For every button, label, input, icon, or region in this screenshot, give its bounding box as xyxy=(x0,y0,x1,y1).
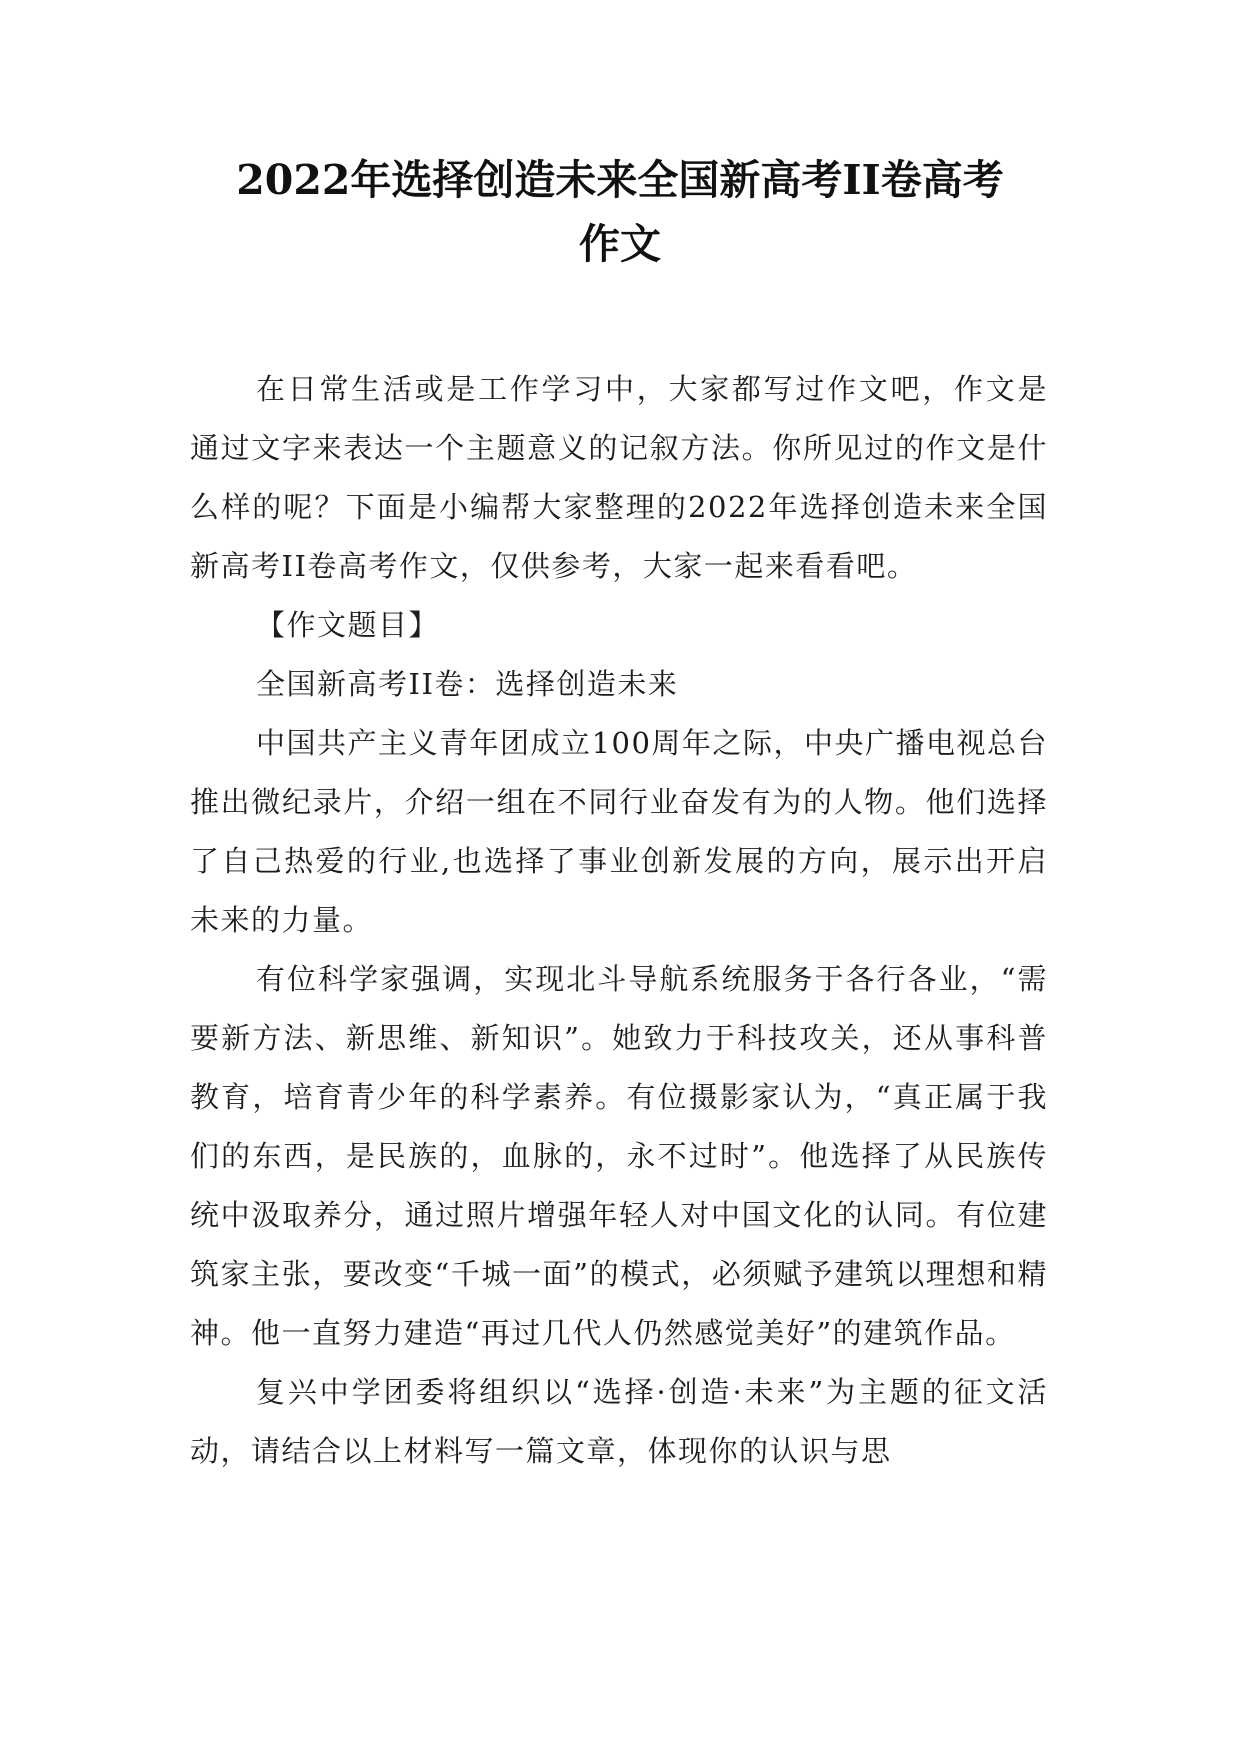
document-body xyxy=(190,360,1048,1481)
title-line-2: 作文 xyxy=(579,220,661,268)
material-paragraph-2: 有位科学家强调，实现北斗导航系统服务于各行各业，“需要新方法、新思维、新知识”。她致力于科技攻关，还从事科普教育，培育青少年的科学素养。有位摄影家认为，“真正属于我们的东西，是民族的，血脉的，永不过时”。他选择了从民族传统中汲取养分，通过照片增强年轻人对中国文化的认同。有位建筑家主张，要改变“千城一面”的模式，必须赋予建筑以理想和精神。他一直努力建造“再过几代人仍然感觉美好”的建筑作品。 xyxy=(190,962,1048,1350)
material-paragraph-1: 中国共产主义青年团成立100周年之际，中央广播电视总台推出微纪录片，介绍一组在不同行业奋发有为的人物。他们选择了自己热爱的行业,也选择了事业创新发展的方向，展示出开启未来的力量。 xyxy=(190,726,1048,937)
intro-paragraph: 在日常生活或是工作学习中，大家都写过作文吧，作文是通过文字来表达一个主题意义的记叙方法。你所见过的作文是什么样的呢？下面是小编帮大家整理的2022年选择创造未来全国新高考II卷高考作文，仅供参考，大家一起来看看吧。 xyxy=(190,372,1048,583)
section-heading-essay-topic: 【作文题目】 xyxy=(256,608,440,642)
task-paragraph: 复兴中学团委将组织以“选择·创造·未来”为主题的征文活动，请结合以上材料写一篇文章，体现你的认识与思 xyxy=(190,1375,1048,1468)
document-title xyxy=(170,148,1070,276)
title-line-1: 2022年选择创造未来全国新高考II卷高考 xyxy=(236,156,1004,204)
exam-topic-line: 全国新高考II卷：选择创造未来 xyxy=(256,667,679,701)
